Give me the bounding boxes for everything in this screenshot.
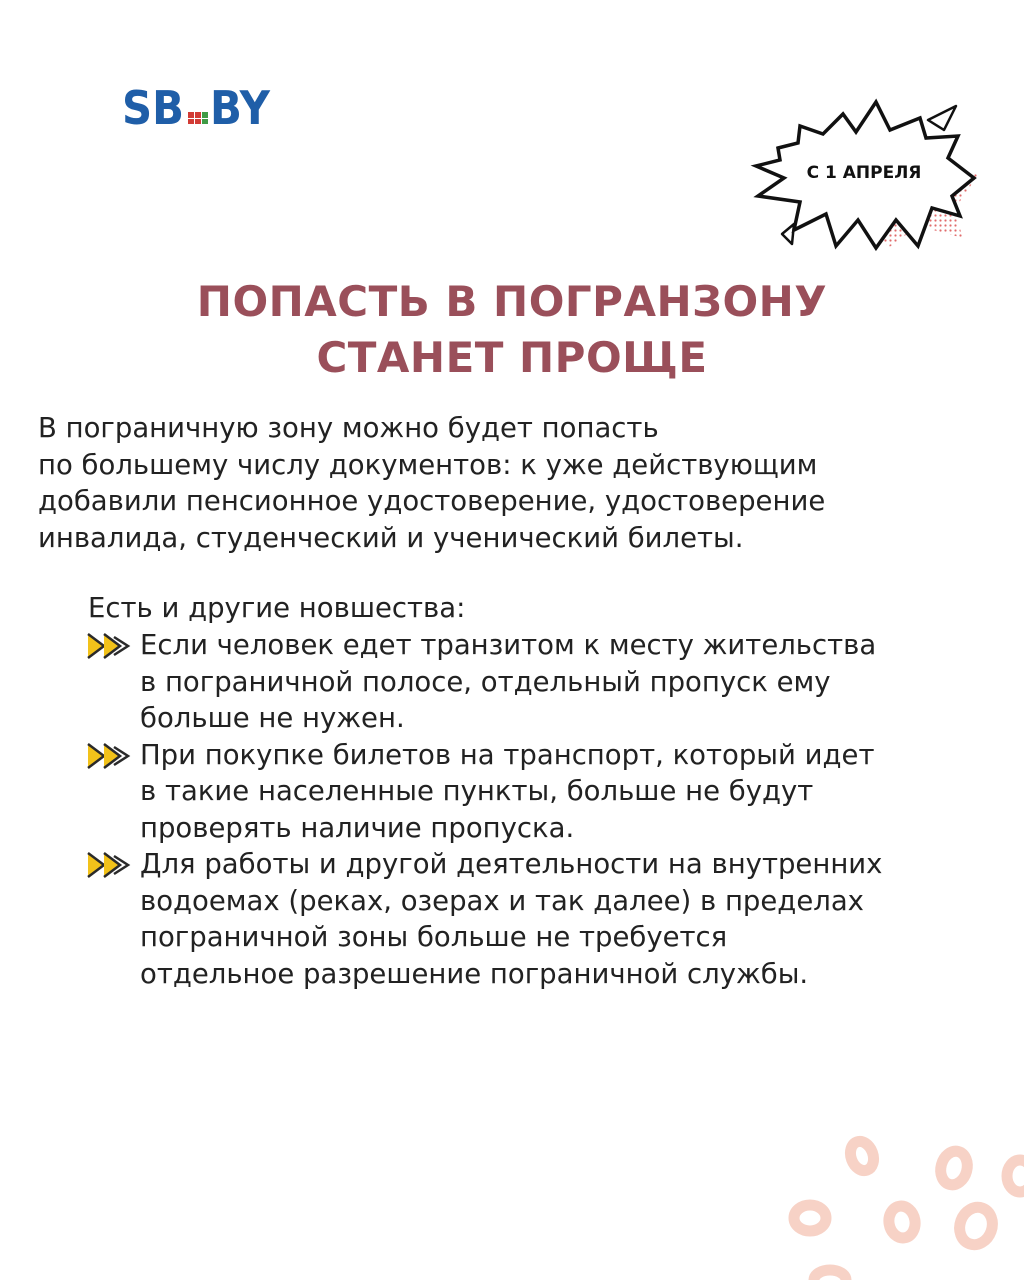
list-item-line: При покупке билетов на транспорт, который идет (140, 738, 875, 771)
list-item-line: в пограничной полосе, отдельный пропуск ему (140, 665, 831, 698)
list-item (84, 627, 1014, 737)
double-chevron-icon (84, 850, 134, 880)
flag-dots-icon (188, 112, 208, 124)
rings-decoration-icon (770, 1130, 1024, 1280)
intro-line: инвалида, студенческий и ученический билеты. (38, 521, 744, 554)
triangle-icon (928, 106, 956, 130)
intro-line: по большему числу документов: к уже действующим (38, 448, 818, 481)
innovations-list (84, 627, 1014, 992)
double-chevron-icon (84, 631, 134, 661)
burst-badge (748, 98, 980, 256)
logo-left-text: SB (122, 81, 184, 128)
list-item-line: больше не нужен. (140, 702, 405, 734)
list-item-line: отдельное разрешение пограничной службы. (140, 957, 809, 990)
list-item (84, 846, 1014, 992)
headline (0, 274, 1024, 386)
list-item-line: проверять наличие пропуска. (140, 811, 575, 844)
intro-paragraph (38, 410, 998, 556)
sbby-logo (122, 80, 272, 128)
headline-line: СТАНЕТ ПРОЩЕ (316, 333, 708, 382)
intro-line: добавили пенсионное удостоверение, удостоверение (38, 485, 826, 517)
list-item (84, 737, 1014, 847)
list-item-line: пограничной зоны больше не требуется (140, 921, 728, 953)
list-item-line: Если человек едет транзитом к месту жительства (140, 629, 877, 661)
list-item-line: водоемах (реках, озерах и так далее) в пределах (140, 884, 864, 917)
double-chevron-icon (84, 741, 134, 771)
headline-line: ПОПАСТЬ В ПОГРАНЗОНУ (196, 277, 828, 326)
logo-right-text: BY (210, 81, 271, 128)
list-item-line: в такие населенные пункты, больше не будут (140, 775, 814, 807)
triangle-icon (782, 224, 794, 244)
list-item-line: Для работы и другой деятельности на внутренних (140, 848, 883, 880)
badge-text: С 1 АПРЕЛЯ (806, 163, 922, 183)
innovations-lead: Есть и другие новшества: (88, 592, 466, 624)
intro-line: В пограничную зону можно будет попасть (38, 412, 659, 444)
